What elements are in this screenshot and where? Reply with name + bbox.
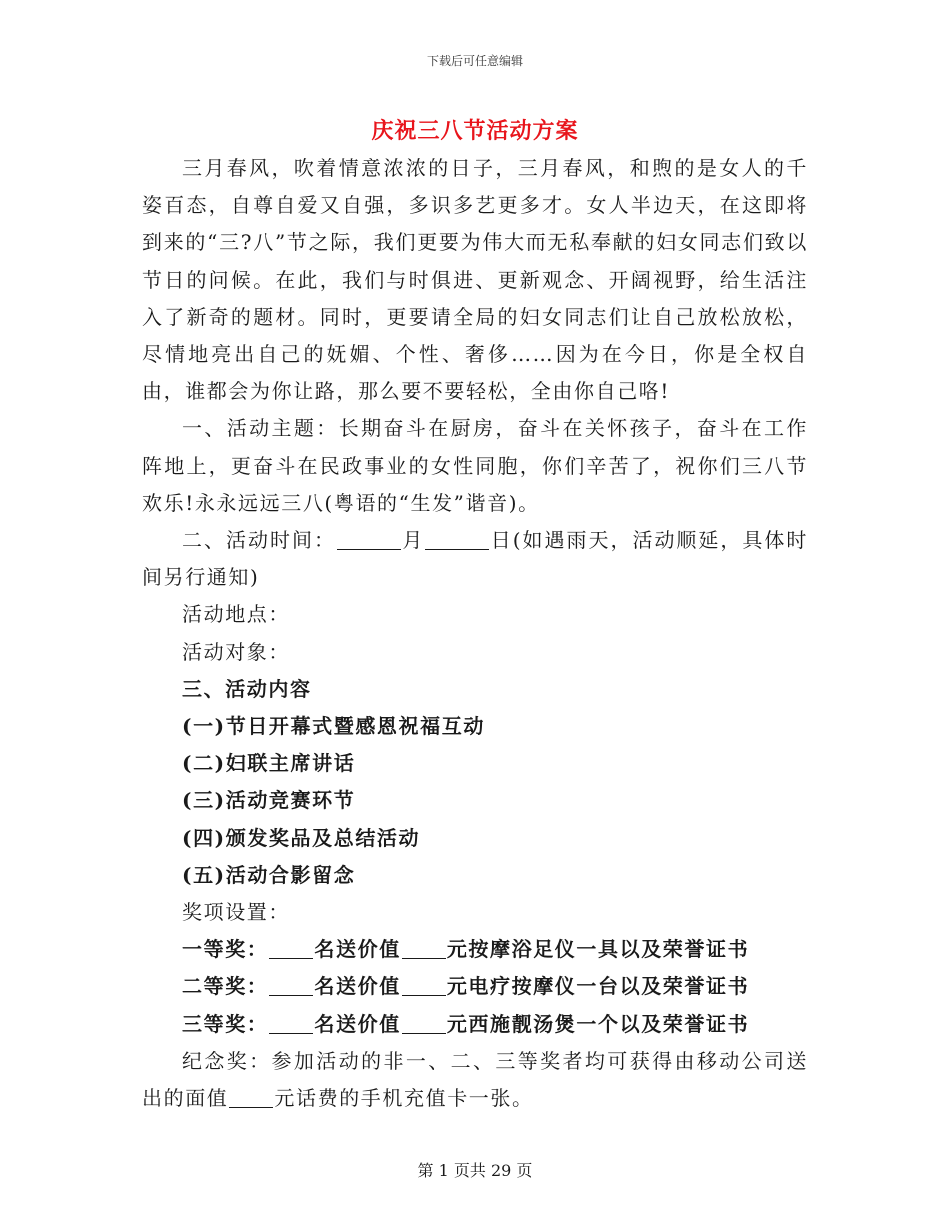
award-rest: 元电疗按摩仪一台以及荣誉证书 — [446, 974, 750, 999]
time-month: 月 — [401, 528, 425, 553]
award-second — [142, 968, 808, 1005]
page-footer: 第 1 页共 29 页 — [417, 1161, 533, 1180]
memorial-paragraph — [142, 1043, 808, 1117]
award-count-blank — [269, 975, 313, 996]
time-paragraph — [142, 522, 808, 596]
award-value-blank — [402, 1013, 446, 1034]
intro-paragraph: 三月春风，吹着情意浓浓的日子，三月春风，和煦的是女人的千姿百态，自尊自爱又自强，多识多艺更多才。女人半边天，在这即将到来的“三?八”节之际，我们更要为伟大而无私奉献的妇女同志们致以节日的问候。在此，我们与时俱进、更新观念、开阔视野，给生活注入了新奇的题材。同时，更要请全局的妇女同志们让自己放松放松，尽情地亮出自己的妩媚、个性、奢侈……因为在今日，你是全权自由，谁都会为你让路，那么要不要轻松，全由你自己咯! — [142, 156, 808, 404]
document-title: 庆祝三八节活动方案 — [371, 118, 579, 144]
content-item: (五)活动合影留念 — [182, 862, 356, 887]
award-mid: 名送价值 — [314, 937, 401, 962]
award-label: 二等奖： — [182, 974, 269, 999]
memorial-suffix: 元话费的手机充值卡一张。 — [274, 1086, 534, 1111]
time-prefix: 二、活动时间： — [182, 528, 336, 553]
award-count-blank — [269, 938, 313, 959]
award-mid: 名送价值 — [314, 974, 401, 999]
content-item: (四)颁发奖品及总结活动 — [182, 825, 421, 850]
audience-line: 活动对象： — [182, 639, 290, 664]
time-suffix: 日(如遇雨天，活动顺延，具体时间另行通知) — [142, 528, 808, 590]
theme-paragraph: 一、活动主题：长期奋斗在厨房，奋斗在关怀孩子，奋斗在工作阵地上，更奋斗在民政事业的女性同胞，你们辛苦了，祝你们三八节欢乐!永永远远三八(粤语的“生发”谐音)。 — [142, 416, 808, 515]
header-note: 下载后可任意编辑 — [426, 54, 523, 68]
award-mid: 名送价值 — [314, 1011, 401, 1036]
award-rest: 元西施靓汤煲一个以及荣誉证书 — [446, 1011, 750, 1036]
memorial-value-blank — [229, 1087, 273, 1108]
awards-heading: 奖项设置： — [182, 900, 290, 925]
location-line: 活动地点： — [182, 602, 290, 627]
memorial-prefix: 纪念奖：参加活动的非一、二、三等奖者均可获得由移动公司送出的面值 — [142, 1048, 808, 1111]
award-first — [142, 931, 808, 968]
award-third — [142, 1006, 808, 1043]
award-value-blank — [402, 975, 446, 996]
month-blank — [337, 529, 401, 550]
content-item: (二)妇联主席讲话 — [182, 751, 356, 776]
award-value-blank — [402, 938, 446, 959]
award-label: 三等奖： — [182, 1011, 269, 1036]
document-body — [142, 150, 808, 1117]
day-blank — [425, 529, 489, 550]
content-item: (一)节日开幕式暨感恩祝福互动 — [182, 714, 485, 739]
content-heading: 三、活动内容 — [182, 676, 312, 701]
award-rest: 元按摩浴足仪一具以及荣誉证书 — [446, 937, 750, 962]
content-item: (三)活动竞赛环节 — [182, 788, 356, 813]
award-label: 一等奖： — [182, 937, 269, 962]
award-count-blank — [269, 1013, 313, 1034]
